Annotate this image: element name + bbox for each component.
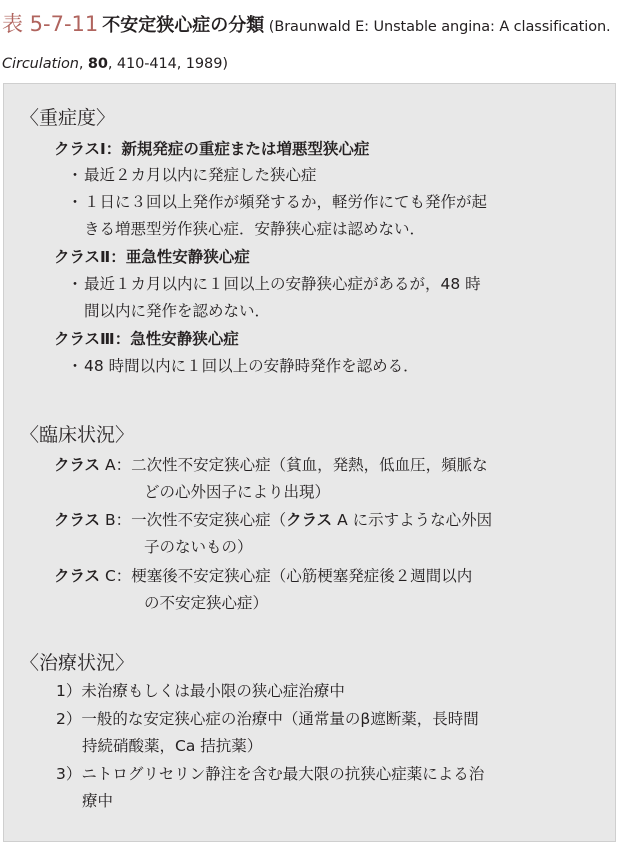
source-sep: , (78, 56, 88, 72)
clinical-a-letter: A： (100, 456, 132, 474)
treatment-item1 (56, 681, 345, 701)
treatment-item3-line2: 療中 (82, 792, 114, 810)
class3-row (54, 329, 239, 349)
clinical-b-line1-bold: クラス (286, 511, 333, 529)
class2-label: クラスⅡ： (54, 248, 126, 266)
clinical-a-row (54, 455, 488, 475)
table-caption (2, 6, 640, 82)
treatment-item3-line1: ニトログリセリン静注を含む最大限の抗狭心症薬による治 (81, 765, 485, 783)
class1-bullet1 (66, 165, 317, 185)
bullet-mark: ・ (67, 166, 83, 184)
bullet-mark: ・ (67, 193, 83, 211)
treatment-heading: 〈治療状況〉 (20, 652, 135, 674)
source-journal: Circulation (2, 56, 79, 72)
clinical-b-line1-pre: 一次性不安定狭心症（ (131, 511, 287, 529)
class3-label: クラスⅢ： (54, 330, 131, 348)
class1-bullet2 (66, 192, 487, 212)
clinical-b-row (54, 510, 492, 530)
table-number: 表 5-7-11 (2, 12, 99, 36)
class2-bullet1 (66, 274, 481, 294)
treatment-item3-number: 3） (56, 765, 82, 783)
clinical-heading: 〈臨床状況〉 (20, 424, 135, 446)
source-post: , 410-414, 1989) (107, 56, 228, 72)
treatment-item2 (56, 709, 479, 729)
class3-bullet1-text: 48 時間以内に１回以上の安静時発作を認める． (84, 357, 419, 375)
clinical-b-line2: 子のないもの） (144, 538, 253, 556)
source-pre: (Braunwald E: Unstable angina: A classification. (264, 19, 611, 35)
treatment-item1-number: 1） (56, 682, 82, 700)
class1-bullet2-line2: きる増悪型労作狭心症．安静狭心症は認めない． (84, 220, 426, 238)
class1-bullet1-text: 最近２カ月以内に発症した狭心症 (84, 166, 317, 184)
treatment-item1-text: 未治療もしくは最小限の狭心症治療中 (81, 682, 345, 700)
clinical-b-letter: B： (100, 511, 132, 529)
class2-text: 亜急性安静狭心症 (125, 248, 250, 266)
treatment-item2-line2: 持続硝酸薬，Ca 拮抗薬） (82, 737, 263, 755)
class2-bullet1-line2: 間以内に発作を認めない． (84, 302, 271, 320)
clinical-a-line1: 二次性不安定狭心症（貧血，発熱，低血圧，頻脈な (131, 456, 488, 474)
source-volume: 80 (87, 56, 108, 72)
treatment-item2-number: 2） (56, 710, 82, 728)
class1-label: クラスⅠ： (54, 140, 122, 158)
severity-heading: 〈重症度〉 (20, 107, 116, 129)
treatment-item2-line1: 一般的な安定狭心症の治療中（通常量のβ遮断薬，長時間 (81, 710, 479, 728)
class2-bullet1-line1: 最近１カ月以内に１回以上の安静狭心症があるが，48 時 (84, 275, 481, 293)
clinical-c-line2: の不安定狭心症） (144, 594, 269, 612)
class1-bullet2-line1: １日に３回以上発作が頻発するか，軽労作にても発作が起 (84, 193, 488, 211)
clinical-c-line1: 梗塞後不安定狭心症（心筋梗塞発症後２週間以内 (131, 567, 473, 585)
treatment-item3 (56, 764, 484, 784)
clinical-b-line1-post: A に示すような心外因 (332, 511, 493, 529)
clinical-a-label: クラス (54, 456, 101, 474)
class3-text: 急性安静狭心症 (130, 330, 239, 348)
clinical-c-label: クラス (54, 567, 101, 585)
clinical-c-row (54, 566, 472, 586)
class1-text: 新規発症の重症または増悪型狭心症 (121, 140, 370, 158)
classification-box (3, 83, 616, 842)
bullet-mark: ・ (67, 357, 83, 375)
clinical-c-letter: C： (100, 567, 132, 585)
class2-row (54, 247, 250, 267)
clinical-a-line2: どの心外因子により出現） (144, 483, 331, 501)
class3-bullet1 (66, 356, 419, 376)
table-title: 不安定狭心症の分類 (102, 15, 265, 36)
clinical-b-label: クラス (54, 511, 101, 529)
class1-row (54, 139, 369, 159)
bullet-mark: ・ (67, 275, 83, 293)
